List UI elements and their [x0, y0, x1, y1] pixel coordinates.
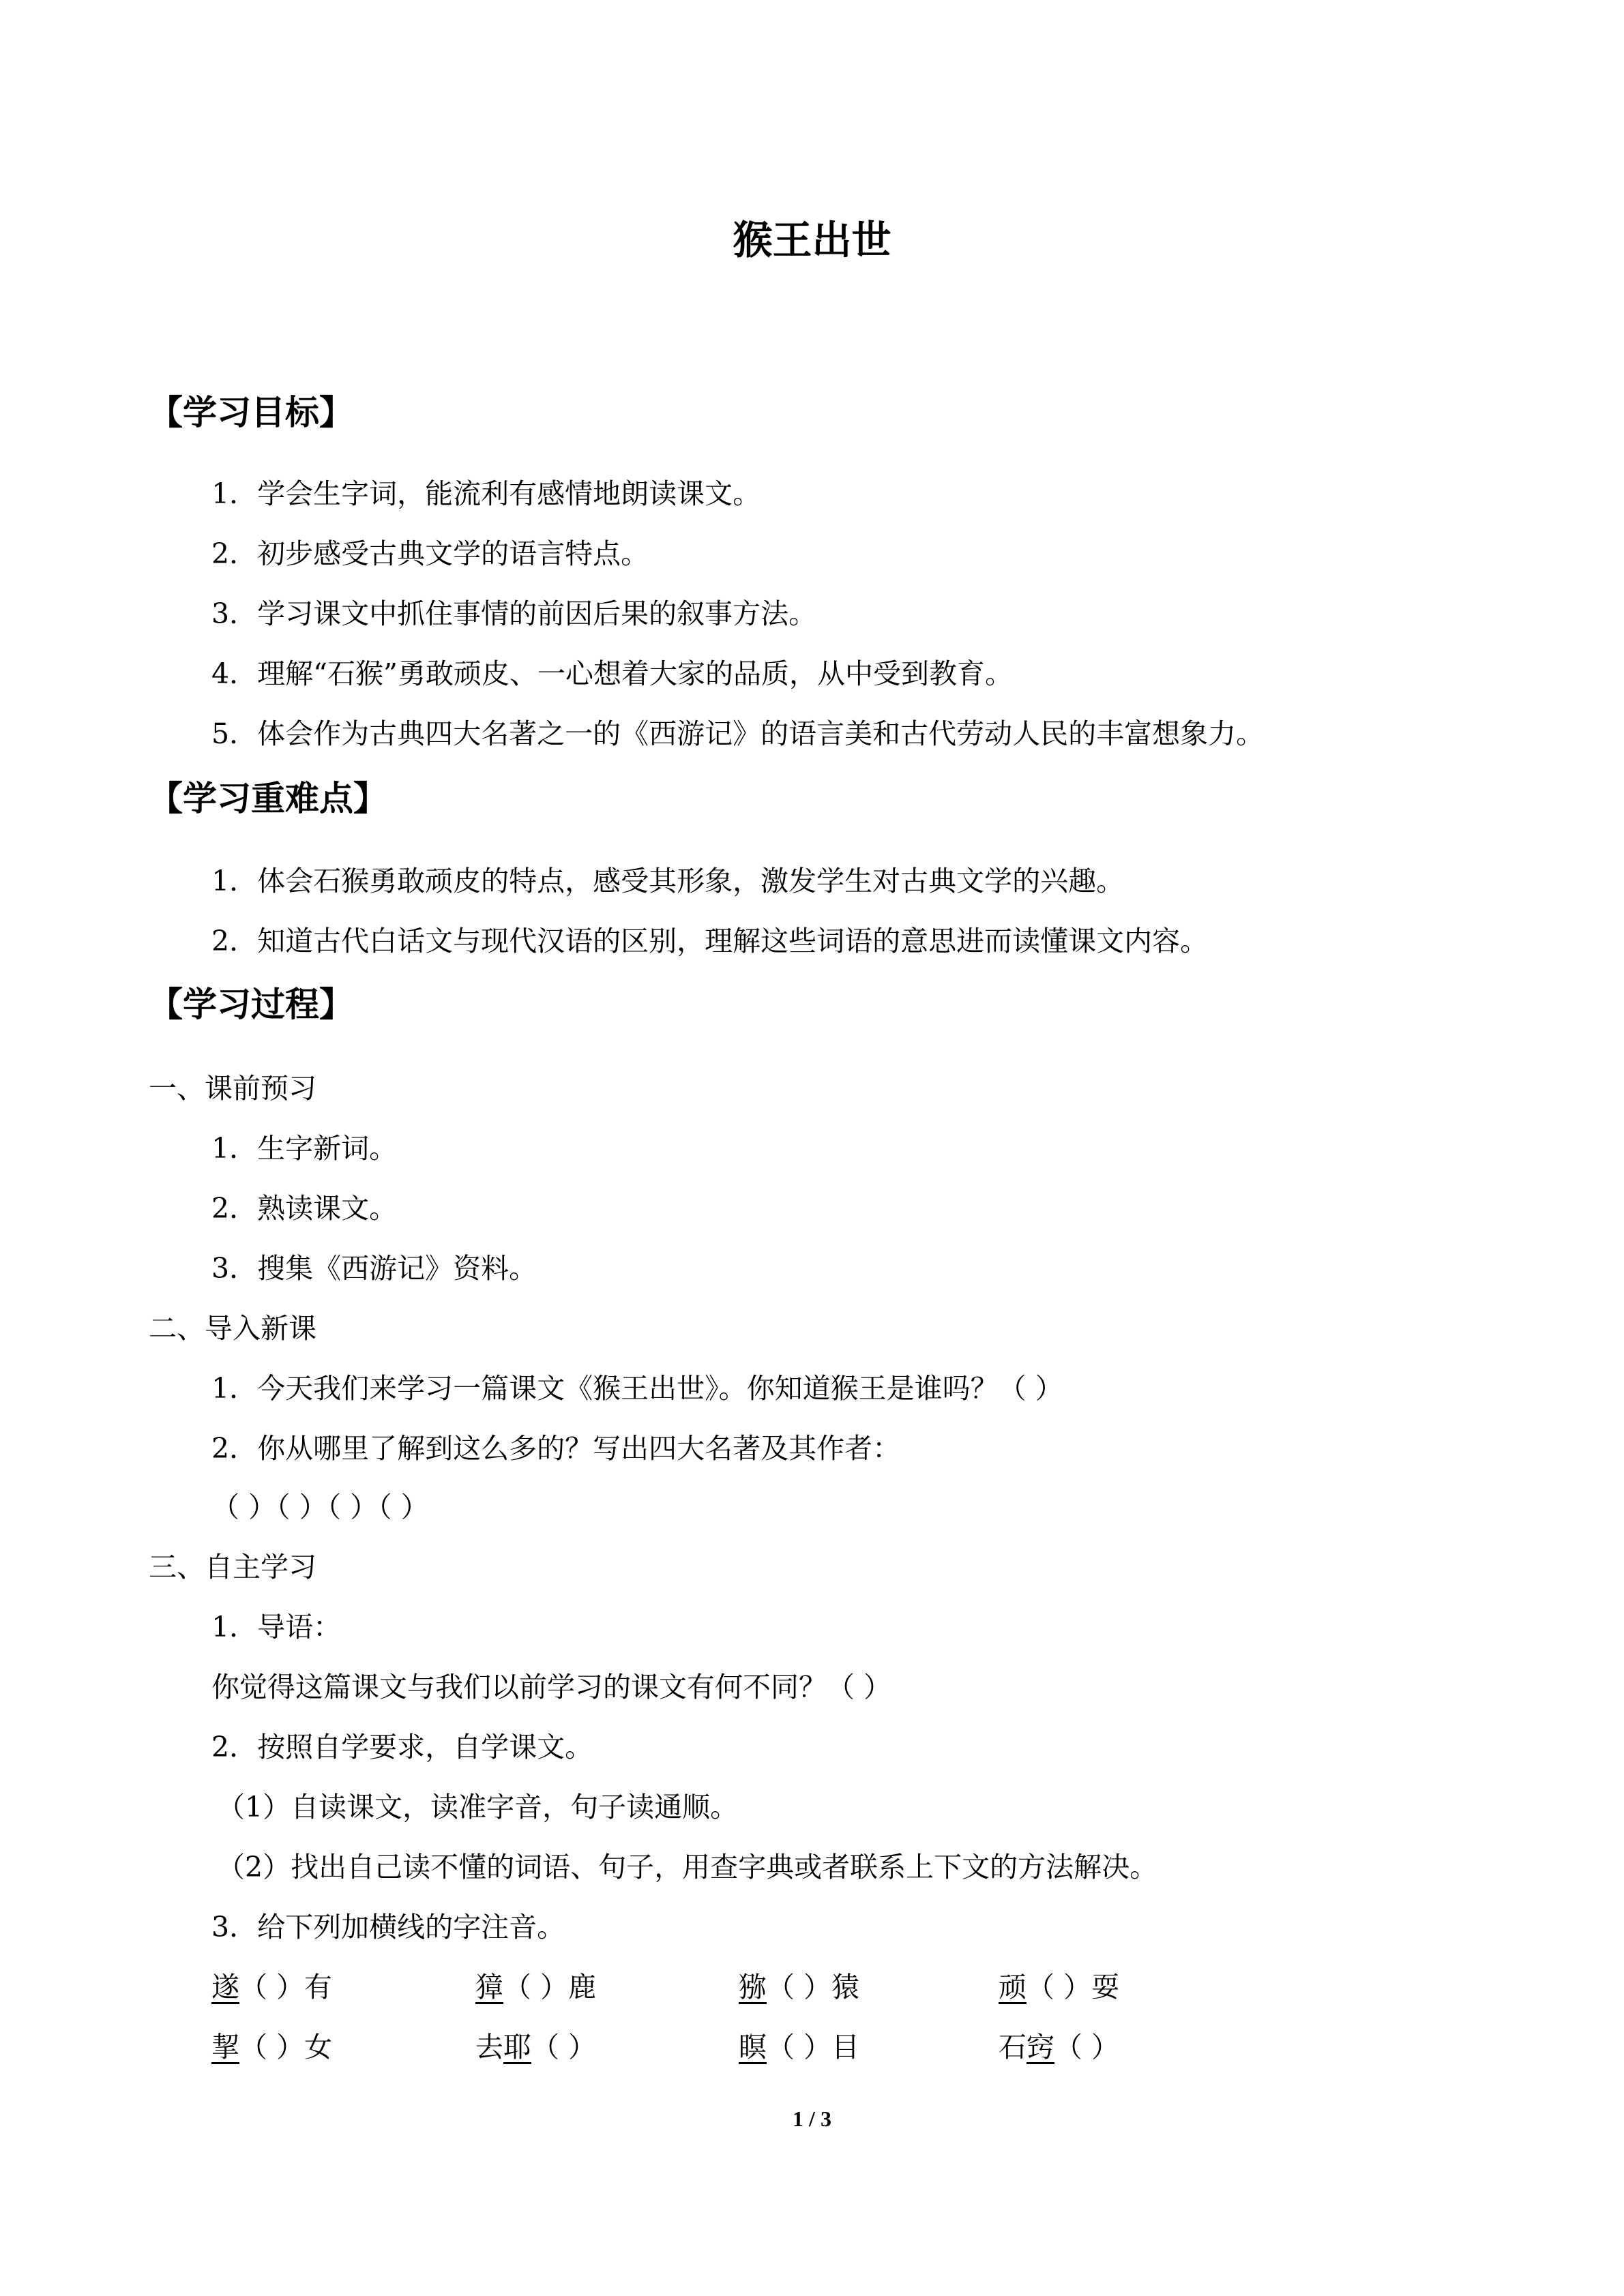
goal-item: 2．初步感受古典文学的语言特点。: [211, 537, 649, 570]
keypoint-item: 2．知道古代白话文与现代汉语的区别，理解这些词语的意思进而读懂课文内容。: [211, 925, 1209, 957]
keypoint-item: 1．体会石猴勇敢顽皮的特点，感受其形象，激发学生对古典文学的兴趣。: [211, 865, 1125, 897]
pinyin-exercise-item: 石窍（ ）: [999, 2031, 1120, 2063]
selfstudy-line: 2．按照自学要求，自学课文。: [211, 1731, 593, 1763]
pinyin-exercise-item: 遂（ ）有: [211, 1971, 333, 2003]
part-title-selfstudy: 三、自主学习: [149, 1551, 316, 1583]
goal-item: 1．学会生字词，能流利有感情地朗读课文。: [211, 477, 761, 510]
preview-item: 1．生字新词。: [211, 1132, 398, 1165]
pinyin-exercise-item: 猕（ ）猿: [739, 1971, 860, 2003]
goal-item: 3．学习课文中抓住事情的前因后果的叙事方法。: [211, 597, 817, 630]
selfstudy-line: 1．导语：: [211, 1611, 342, 1643]
selfstudy-line: （2）找出自己读不懂的词语、句子，用查字典或者联系上下文的方法解决。: [217, 1851, 1158, 1883]
pinyin-exercise-item: 獐（ ）鹿: [475, 1971, 597, 2003]
selfstudy-line: 3．给下列加横线的字注音。: [211, 1911, 565, 1943]
underlined-char: 獐: [475, 1971, 503, 2003]
underlined-char: 猕: [739, 1971, 767, 2003]
underlined-char: 挈: [211, 2031, 239, 2063]
part-title-preview: 一、课前预习: [149, 1072, 316, 1105]
page-number: 1 / 3: [793, 2106, 831, 2131]
section-heading-goals: 【学习目标】: [149, 393, 353, 432]
section-heading-keypoints: 【学习重难点】: [149, 779, 387, 818]
document-title: 猴王出世: [733, 217, 891, 263]
intro-blanks: （ ）（ ）（ ）（ ）: [211, 1491, 429, 1523]
pinyin-exercise-item: 挈（ ）女: [211, 2031, 333, 2063]
selfstudy-line: 你觉得这篇课文与我们以前学习的课文有何不同？（ ）: [211, 1671, 892, 1703]
goal-item: 5．体会作为古典四大名著之一的《西游记》的语言美和古代劳动人民的丰富想象力。: [211, 717, 1265, 750]
selfstudy-line: （1）自读课文，读准字音，句子读通顺。: [217, 1791, 739, 1823]
preview-item: 3．搜集《西游记》资料。: [211, 1252, 537, 1285]
underlined-char: 耶: [503, 2031, 531, 2063]
intro-item: 1．今天我们来学习一篇课文《猴王出世》。你知道猴王是谁吗？（ ）: [211, 1372, 1063, 1405]
preview-item: 2．熟读课文。: [211, 1192, 398, 1225]
part-title-intro: 二、导入新课: [149, 1312, 316, 1345]
pinyin-exercise-item: 瞑（ ）目: [739, 2031, 860, 2063]
goal-item: 4．理解“石猴”勇敢顽皮、一心想着大家的品质，从中受到教育。: [211, 657, 1014, 690]
underlined-char: 遂: [211, 1971, 239, 2003]
pinyin-exercise-item: 去耶（ ）: [475, 2031, 597, 2063]
pinyin-exercise-item: 顽（ ）耍: [999, 1971, 1120, 2003]
underlined-char: 窍: [1027, 2031, 1054, 2063]
section-heading-process: 【学习过程】: [149, 985, 353, 1024]
underlined-char: 瞑: [739, 2031, 767, 2063]
underlined-char: 顽: [999, 1971, 1027, 2003]
intro-item: 2．你从哪里了解到这么多的？写出四大名著及其作者：: [211, 1432, 901, 1465]
